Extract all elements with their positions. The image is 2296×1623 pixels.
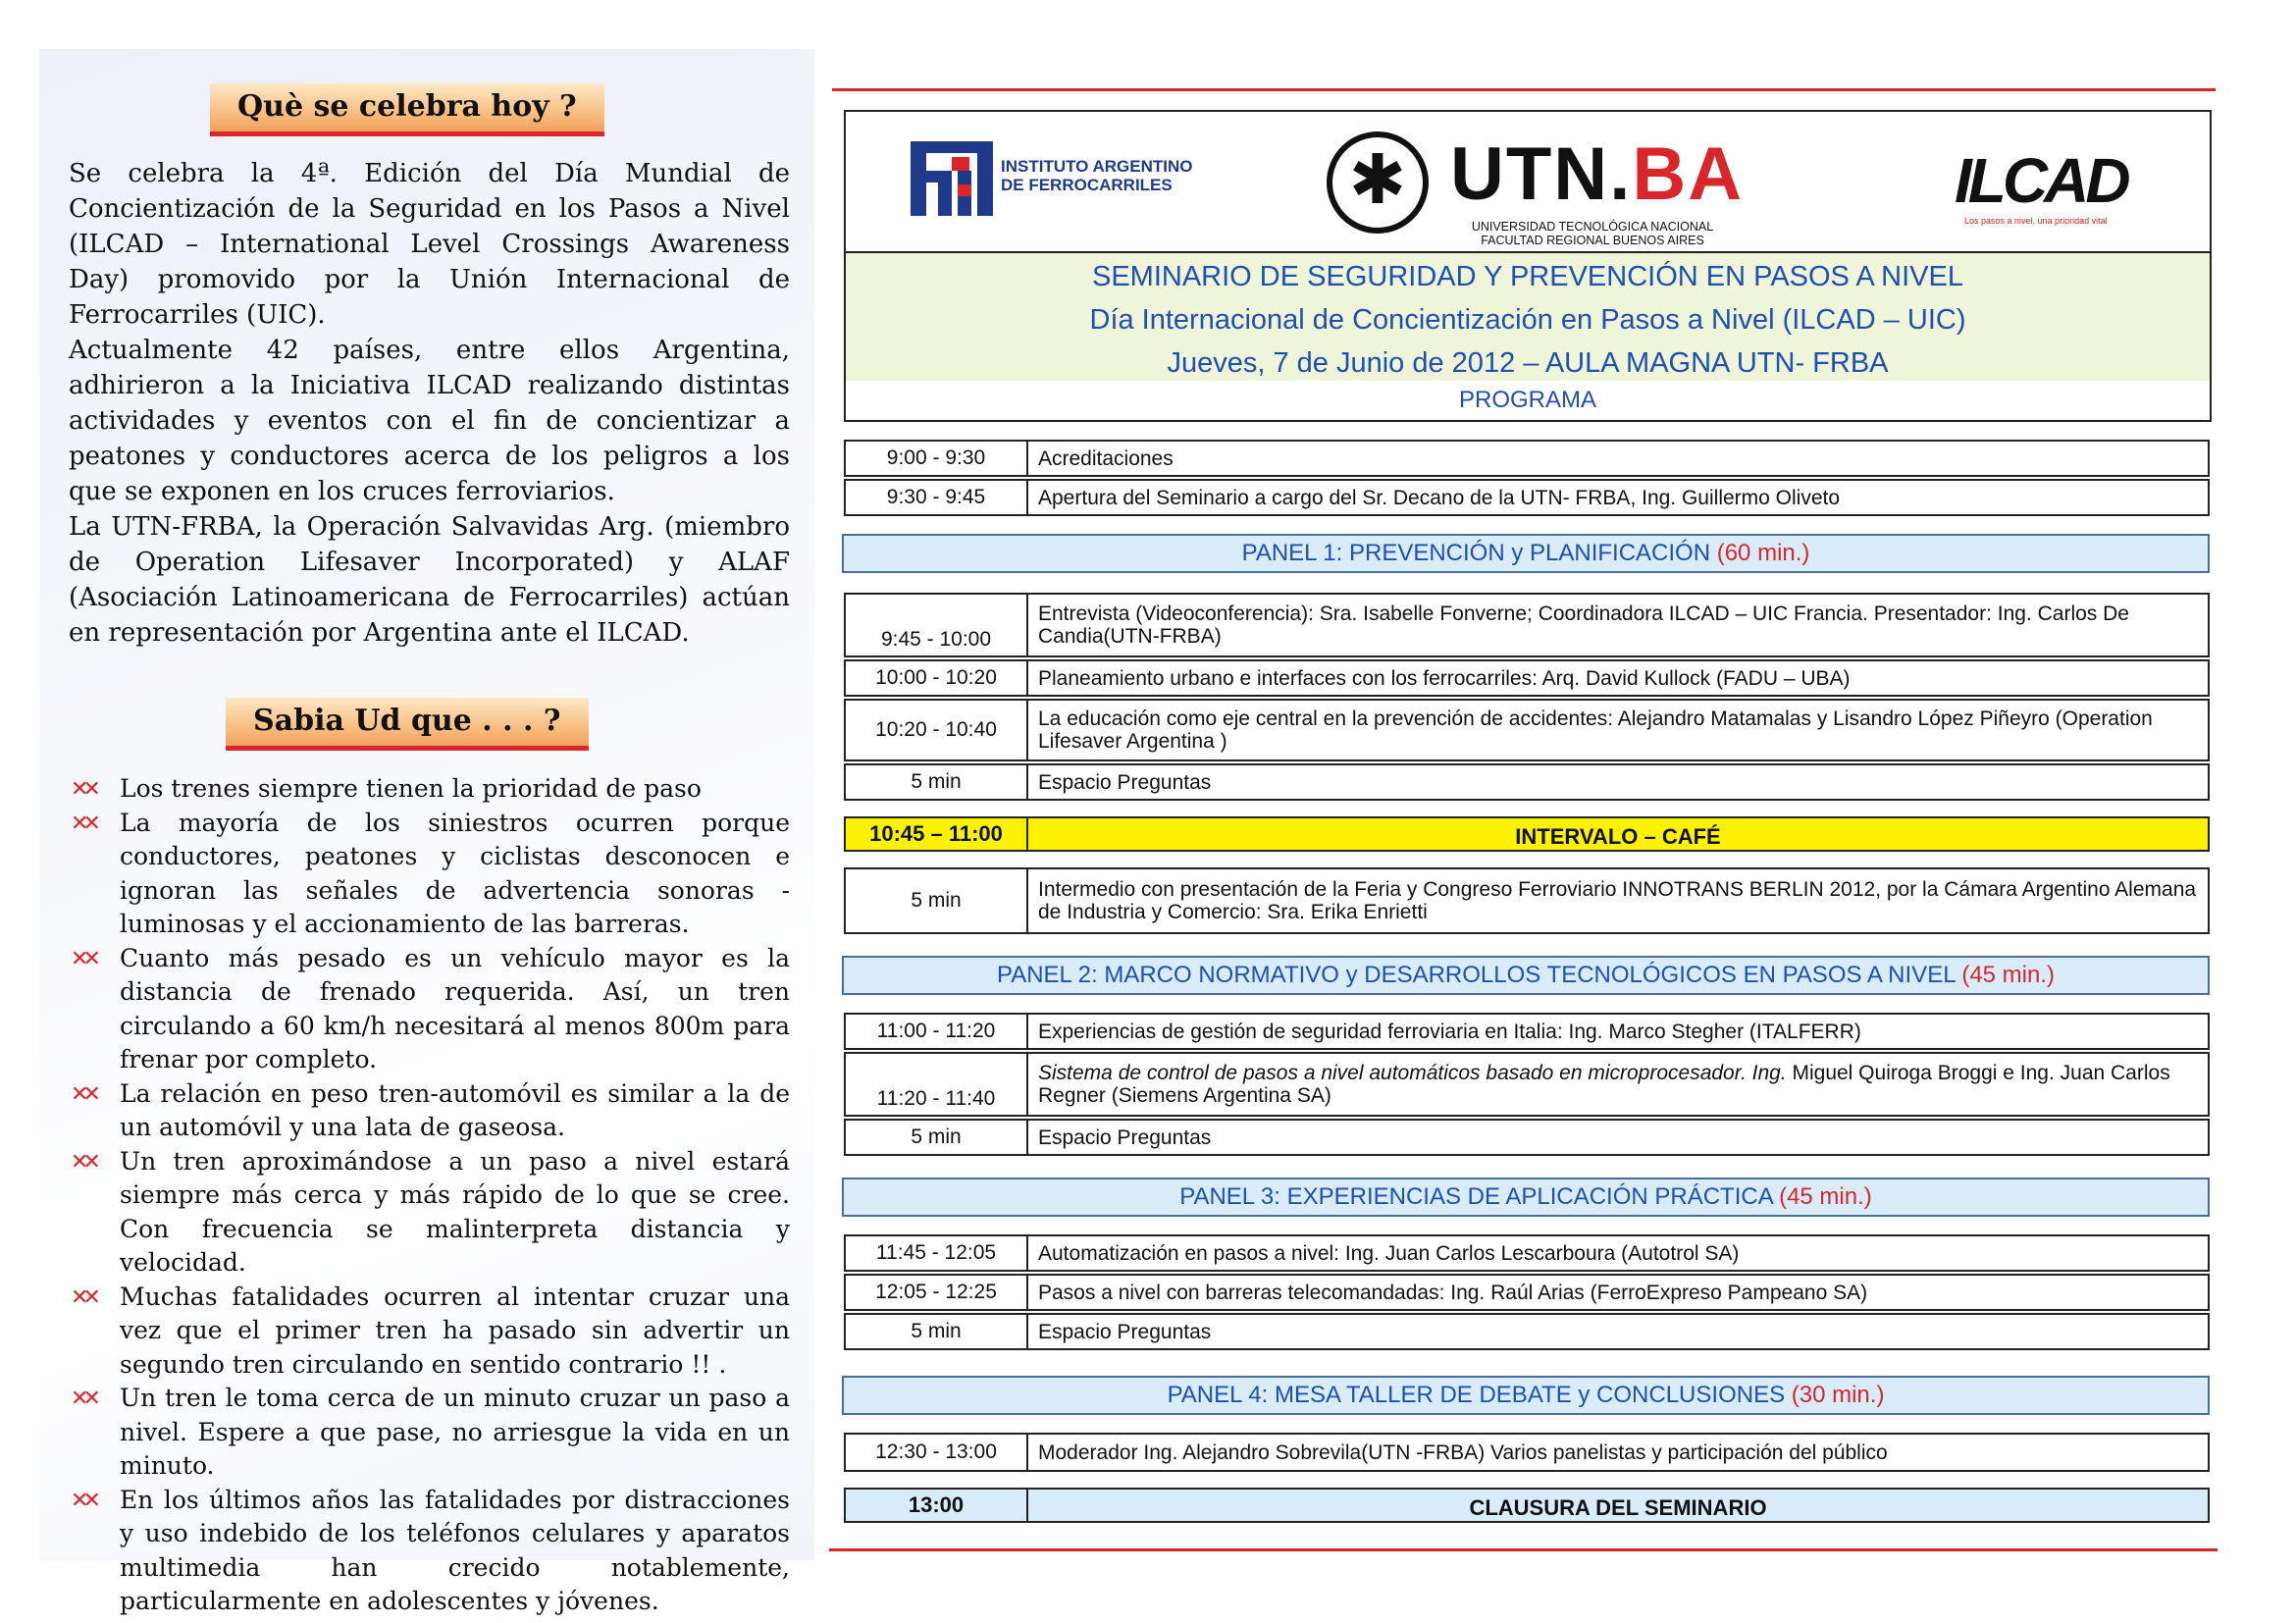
list-item: ✕✕ Un tren aproximándose a un paso a nivel estará siempre más cerca y más rápido de lo que se cree. Con frecuencia se malinterpreta distancia y velocidad. <box>71 1146 790 1277</box>
railroad-crossing-icon: ✕✕ <box>71 1081 95 1107</box>
programa-heading: PROGRAMA <box>844 381 2212 422</box>
logos-header <box>844 110 2212 253</box>
seminar-date: Jueves, 7 de Junio de 2012 – AULA MAGNA UTN- FRBA <box>1167 347 1889 379</box>
intro-text <box>69 156 790 651</box>
heading-sabia-ud-que: Sabia Ud que . . . ? <box>226 698 589 751</box>
list-item: ✕✕ Los trenes siempre tienen la prioridad de paso <box>69 772 790 807</box>
intro-paragraph: La UTN-FRBA, la Operación Salvavidas Arg. (miembro de Operation Lifesaver Incorporated) y ALAF (Asociación Latinoamericana de Ferrocarriles) actúan en representación por Argentina ante el ILCAD. <box>69 512 790 648</box>
list-item: ✕✕ Un tren le toma cerca de un minuto cruzar un paso a nivel. Espere a que pase, no arriesgue la vida en un minuto. <box>71 1384 790 1480</box>
left-column <box>69 83 790 1619</box>
list-item: ✕✕ Muchas fatalidades ocurren al intentar cruzar una vez que el primer tren ha pasado sin advertir un segundo tren circulando en sentido contrario !! . <box>71 1282 790 1379</box>
panel-2-header: PANEL 2: MARCO NORMATIVO y DESARROLLOS TECNOLÓGICOS EN PASOS A NIVEL (45 min.) <box>842 956 2210 995</box>
table-row: 5 min Espacio Preguntas <box>844 763 2210 801</box>
table-row: 9:00 - 9:30 Acreditaciones <box>844 440 2210 477</box>
table-row: 5 min Intermedio con presentación de la Feria y Congreso Ferroviario INNOTRANS BERLIN 2012, por la Cámara Argentino Alemana de Industria y Comercio: Sra. Erika Enrietti <box>844 867 2210 934</box>
table-row: 9:45 - 10:00 Entrevista (Videoconferencia): Sra. Isabelle Fonverne; Coordinadora ILCAD – UIC Francia. Presentador: Ing. Carlos De Candia(UTN-FRBA) <box>844 593 2210 657</box>
railroad-crossing-icon: ✕✕ <box>71 1149 95 1175</box>
panel-3-header: PANEL 3: EXPERIENCIAS DE APLICACIÓN PRÁCTICA (45 min.) <box>842 1178 2210 1217</box>
ilcad-wordmark: ILCAD <box>1955 145 2127 216</box>
seminar-subtitle: Día Internacional de Concientización en Pasos a Nivel (ILCAD – UIC) <box>1089 304 1966 336</box>
railroad-crossing-icon: ✕✕ <box>71 1284 95 1310</box>
table-row: 5 min Espacio Preguntas <box>844 1313 2210 1350</box>
seminar-title-box <box>844 251 2212 385</box>
ilcad-logo <box>1955 145 2151 226</box>
heading-que-se-celebra: Què se celebra hoy ? <box>210 83 604 136</box>
railroad-crossing-icon: ✕✕ <box>71 777 95 802</box>
intro-paragraph: Actualmente 42 países, entre ellos Argentina, adhirieron a la Iniciativa ILCAD realizando distintas actividades y eventos con el fin de concientizar a peatones y conductores acerca de los peligros a los que se exponen en los cruces ferroviarios. <box>69 336 790 506</box>
table-row: 5 min Espacio Preguntas <box>844 1119 2210 1156</box>
table-row: 10:20 - 10:40 La educación como eje central en la prevención de accidentes: Alejandro Matamalas y Lisandro López Piñeyro (Operation Lifesaver Argentina ) <box>844 699 2210 761</box>
utn-logo <box>1327 131 1745 247</box>
table-row: 11:45 - 12:05 Automatización en pasos a nivel: Ing. Juan Carlos Lescarboura (Autotrol SA) <box>844 1234 2210 1272</box>
panel-1-header: PANEL 1: PREVENCIÓN y PLANIFICACIÓN (60 min.) <box>842 534 2210 573</box>
bottom-divider <box>829 1548 2218 1551</box>
table-row: 11:00 - 11:20 Experiencias de gestión de seguridad ferroviaria en Italia: Ing. Marco Stegher (ITALFERR) <box>844 1013 2210 1050</box>
list-item: ✕✕ La relación en peso tren-automóvil es similar a la de un automóvil y una lata de gaseosa. <box>71 1078 790 1141</box>
ilcad-tagline: Los pasos a nivel, una prioridad vital <box>1964 216 2108 226</box>
railroad-crossing-icon: ✕✕ <box>71 946 95 971</box>
table-row: 9:30 - 9:45 Apertura del Seminario a cargo del Sr. Decano de la UTN- FRBA, Ing. Guillermo Oliveto <box>844 479 2210 516</box>
utn-wordmark: UTN.BA <box>1450 132 1745 216</box>
railroad-crossing-icon: ✕✕ <box>71 1488 95 1513</box>
table-row: 10:00 - 10:20 Planeamiento urbano e interfaces con los ferrocarriles: Arq. David Kullock (FADU – UBA) <box>844 659 2210 697</box>
panel-4-header: PANEL 4: MESA TALLER DE DEBATE y CONCLUSIONES (30 min.) <box>842 1376 2210 1415</box>
list-item: ✕✕ Cuanto más pesado es un vehículo mayor es la distancia de frenado requerida. Así, un tren circulando a 60 km/h necesitará al menos 800m para frenar por completo. <box>71 943 790 1073</box>
seminar-title: SEMINARIO DE SEGURIDAD Y PREVENCIÓN EN PASOS A NIVEL <box>1092 261 1963 292</box>
list-item: ✕✕ En los últimos años las fatalidades por distracciones y uso indebido de los teléfonos celulares y aparatos multimedia han crecido notablemente, particularmente en adolescentes y jóvenes. <box>71 1485 790 1615</box>
iaf-logo-text: INSTITUTO ARGENTINO DE FERROCARRILES <box>1001 157 1193 194</box>
iaf-logo-icon <box>911 141 993 216</box>
coffee-break-row: 10:45 – 11:00 INTERVALO – CAFÉ <box>844 816 2210 852</box>
utn-subtitle: UNIVERSIDAD TECNOLÓGICA NACIONAL FACULTAD REGIONAL BUENOS AIRES <box>1471 220 1714 247</box>
railroad-crossing-icon: ✕✕ <box>71 1387 95 1411</box>
facts-list <box>69 772 790 1619</box>
list-item: ✕✕ La mayoría de los siniestros ocurren porque conductores, peatones y ciclistas desconocen e ignoran las señales de advertencia sonoras - luminosas y el accionamiento de las barreras. <box>71 808 790 938</box>
top-divider <box>832 88 2216 91</box>
table-row: 12:05 - 12:25 Pasos a nivel con barreras telecomandadas: Ing. Raúl Arias (FerroExpreso Pampeano SA) <box>844 1274 2210 1311</box>
table-row: 12:30 - 13:00 Moderador Ing. Alejandro Sobrevila(UTN -FRBA) Varios panelistas y participación del público <box>844 1433 2210 1472</box>
utn-star-icon: ✱ <box>1348 141 1407 218</box>
intro-paragraph: Se celebra la 4ª. Edición del Día Mundial de Concientización de la Seguridad en los Pasos a Nivel (ILCAD – International Level Crossings Awareness Day) promovido por la Unión Internacional de Ferrocarriles (UIC). <box>69 159 790 330</box>
closing-row: 13:00 CLAUSURA DEL SEMINARIO <box>844 1488 2210 1523</box>
railroad-crossing-icon: ✕✕ <box>71 811 95 836</box>
table-row: 11:20 - 11:40 Sistema de control de pasos a nivel automáticos basado en microprocesador. Ing. Miguel Quiroga Broggi e Ing. Juan Carlos Regner (Siemens Argentina SA) <box>844 1052 2210 1117</box>
